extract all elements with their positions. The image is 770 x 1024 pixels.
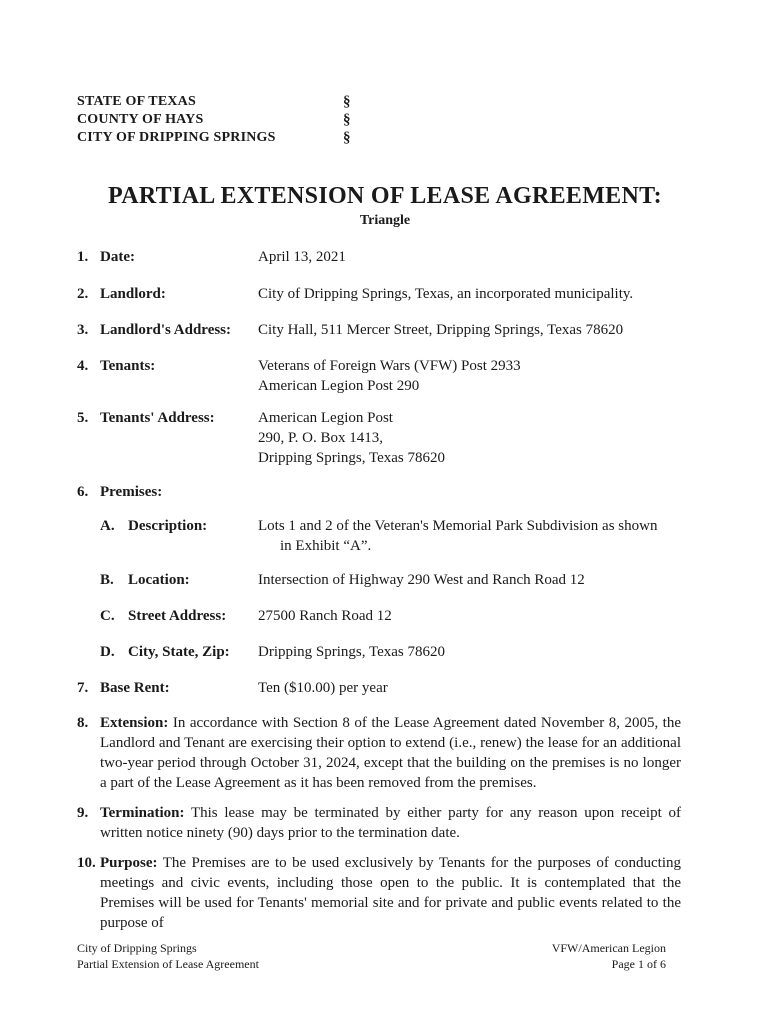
- section-marks: [343, 93, 351, 147]
- paragraph-extension: [77, 713, 681, 793]
- paragraph-number: 10.: [77, 855, 96, 871]
- item-number: 6.: [77, 484, 89, 500]
- item-value: [258, 356, 521, 396]
- footer-right: [552, 940, 666, 972]
- paragraph-label: Purpose:: [100, 855, 158, 871]
- footer-parties: VFW/American Legion: [551, 941, 666, 955]
- item-value: Intersection of Highway 290 West and Ranch Road 12: [258, 572, 585, 588]
- item-label: Landlord:: [100, 286, 166, 302]
- item-label: City, State, Zip:: [128, 644, 230, 660]
- jurisdiction-city: CITY OF DRIPPING SPRINGS: [77, 130, 276, 145]
- paragraph-text: This lease may be terminated by either party for any reason upon receipt of written notice ninety (90) days prior to the termination date.: [100, 805, 681, 841]
- footer-document-name: Partial Extension of Lease Agreement: [77, 957, 259, 971]
- paragraph-label: Termination:: [100, 805, 185, 821]
- item-label: Landlord's Address:: [100, 322, 232, 338]
- address-line: Dripping Springs, Texas 78620: [258, 450, 446, 466]
- item-value: Dripping Springs, Texas 78620: [258, 644, 446, 660]
- item-value: City of Dripping Springs, Texas, an incorporated municipality.: [258, 286, 634, 302]
- item-number: 4.: [77, 358, 89, 374]
- item-value: [258, 408, 445, 468]
- page-number: Page 1 of 6: [611, 957, 666, 971]
- item-value: 27500 Ranch Road 12: [258, 608, 392, 624]
- item-value: Ten ($10.00) per year: [258, 680, 388, 696]
- item-number: 2.: [77, 286, 89, 302]
- item-number: A.: [100, 518, 115, 534]
- item-label: Date:: [100, 249, 135, 265]
- paragraph-number: 8.: [77, 715, 89, 731]
- paragraph-purpose: [77, 853, 681, 933]
- item-label: Street Address:: [128, 608, 227, 624]
- jurisdiction-county: COUNTY OF HAYS: [77, 112, 204, 127]
- description-line: in Exhibit “A”.: [280, 538, 372, 554]
- description-line: Lots 1 and 2 of the Veteran's Memorial Park Subdivision as shown: [258, 518, 658, 534]
- item-number: 1.: [77, 249, 89, 265]
- section-mark: §: [343, 112, 351, 128]
- section-mark: §: [343, 94, 351, 110]
- address-line: 290, P. O. Box 1413,: [258, 430, 384, 446]
- paragraph-number: 9.: [77, 805, 89, 821]
- footer-city: City of Dripping Springs: [77, 941, 197, 955]
- paragraph-termination: [77, 803, 681, 843]
- item-label: Premises:: [100, 484, 163, 500]
- item-number: B.: [100, 572, 114, 588]
- address-line: American Legion Post: [258, 410, 393, 426]
- item-value: April 13, 2021: [258, 249, 346, 265]
- item-number: 3.: [77, 322, 89, 338]
- item-number: D.: [100, 644, 115, 660]
- item-number: 7.: [77, 680, 89, 696]
- tenant-line: American Legion Post 290: [258, 378, 420, 394]
- jurisdiction-block: [77, 93, 276, 147]
- jurisdiction-state: STATE OF TEXAS: [77, 94, 196, 109]
- paragraph-text: The Premises are to be used exclusively by Tenants for the purposes of conducting meetings and civic events, including those open to the public. It is contemplated that the Premises will be used for Tenants' memorial site and for private and public events related to the purpose of: [100, 855, 681, 931]
- item-label: Tenants:: [100, 358, 156, 374]
- document-subtitle: Triangle: [359, 213, 411, 228]
- item-number: C.: [100, 608, 115, 624]
- document-title: PARTIAL EXTENSION OF LEASE AGREEMENT:: [108, 183, 662, 209]
- paragraph-text: In accordance with Section 8 of the Lease Agreement dated November 8, 2005, the Landlord and Tenant are exercising their option to extend (i.e., renew) the lease for an additional two-year period through October 31, 2024, except that the building on the premises is no longer a part of the Lease Agreement as it has been removed from the premises.: [100, 715, 682, 791]
- section-mark: §: [343, 130, 351, 146]
- item-label: Description:: [128, 518, 208, 534]
- item-number: 5.: [77, 410, 89, 426]
- item-value: City Hall, 511 Mercer Street, Dripping Springs, Texas 78620: [258, 322, 624, 338]
- item-label: Location:: [128, 572, 190, 588]
- item-label: Tenants' Address:: [100, 410, 215, 426]
- paragraph-label: Extension:: [100, 715, 169, 731]
- footer-left: [77, 940, 259, 972]
- tenant-line: Veterans of Foreign Wars (VFW) Post 2933: [258, 358, 521, 374]
- item-label: Base Rent:: [100, 680, 170, 696]
- item-value: [258, 516, 657, 556]
